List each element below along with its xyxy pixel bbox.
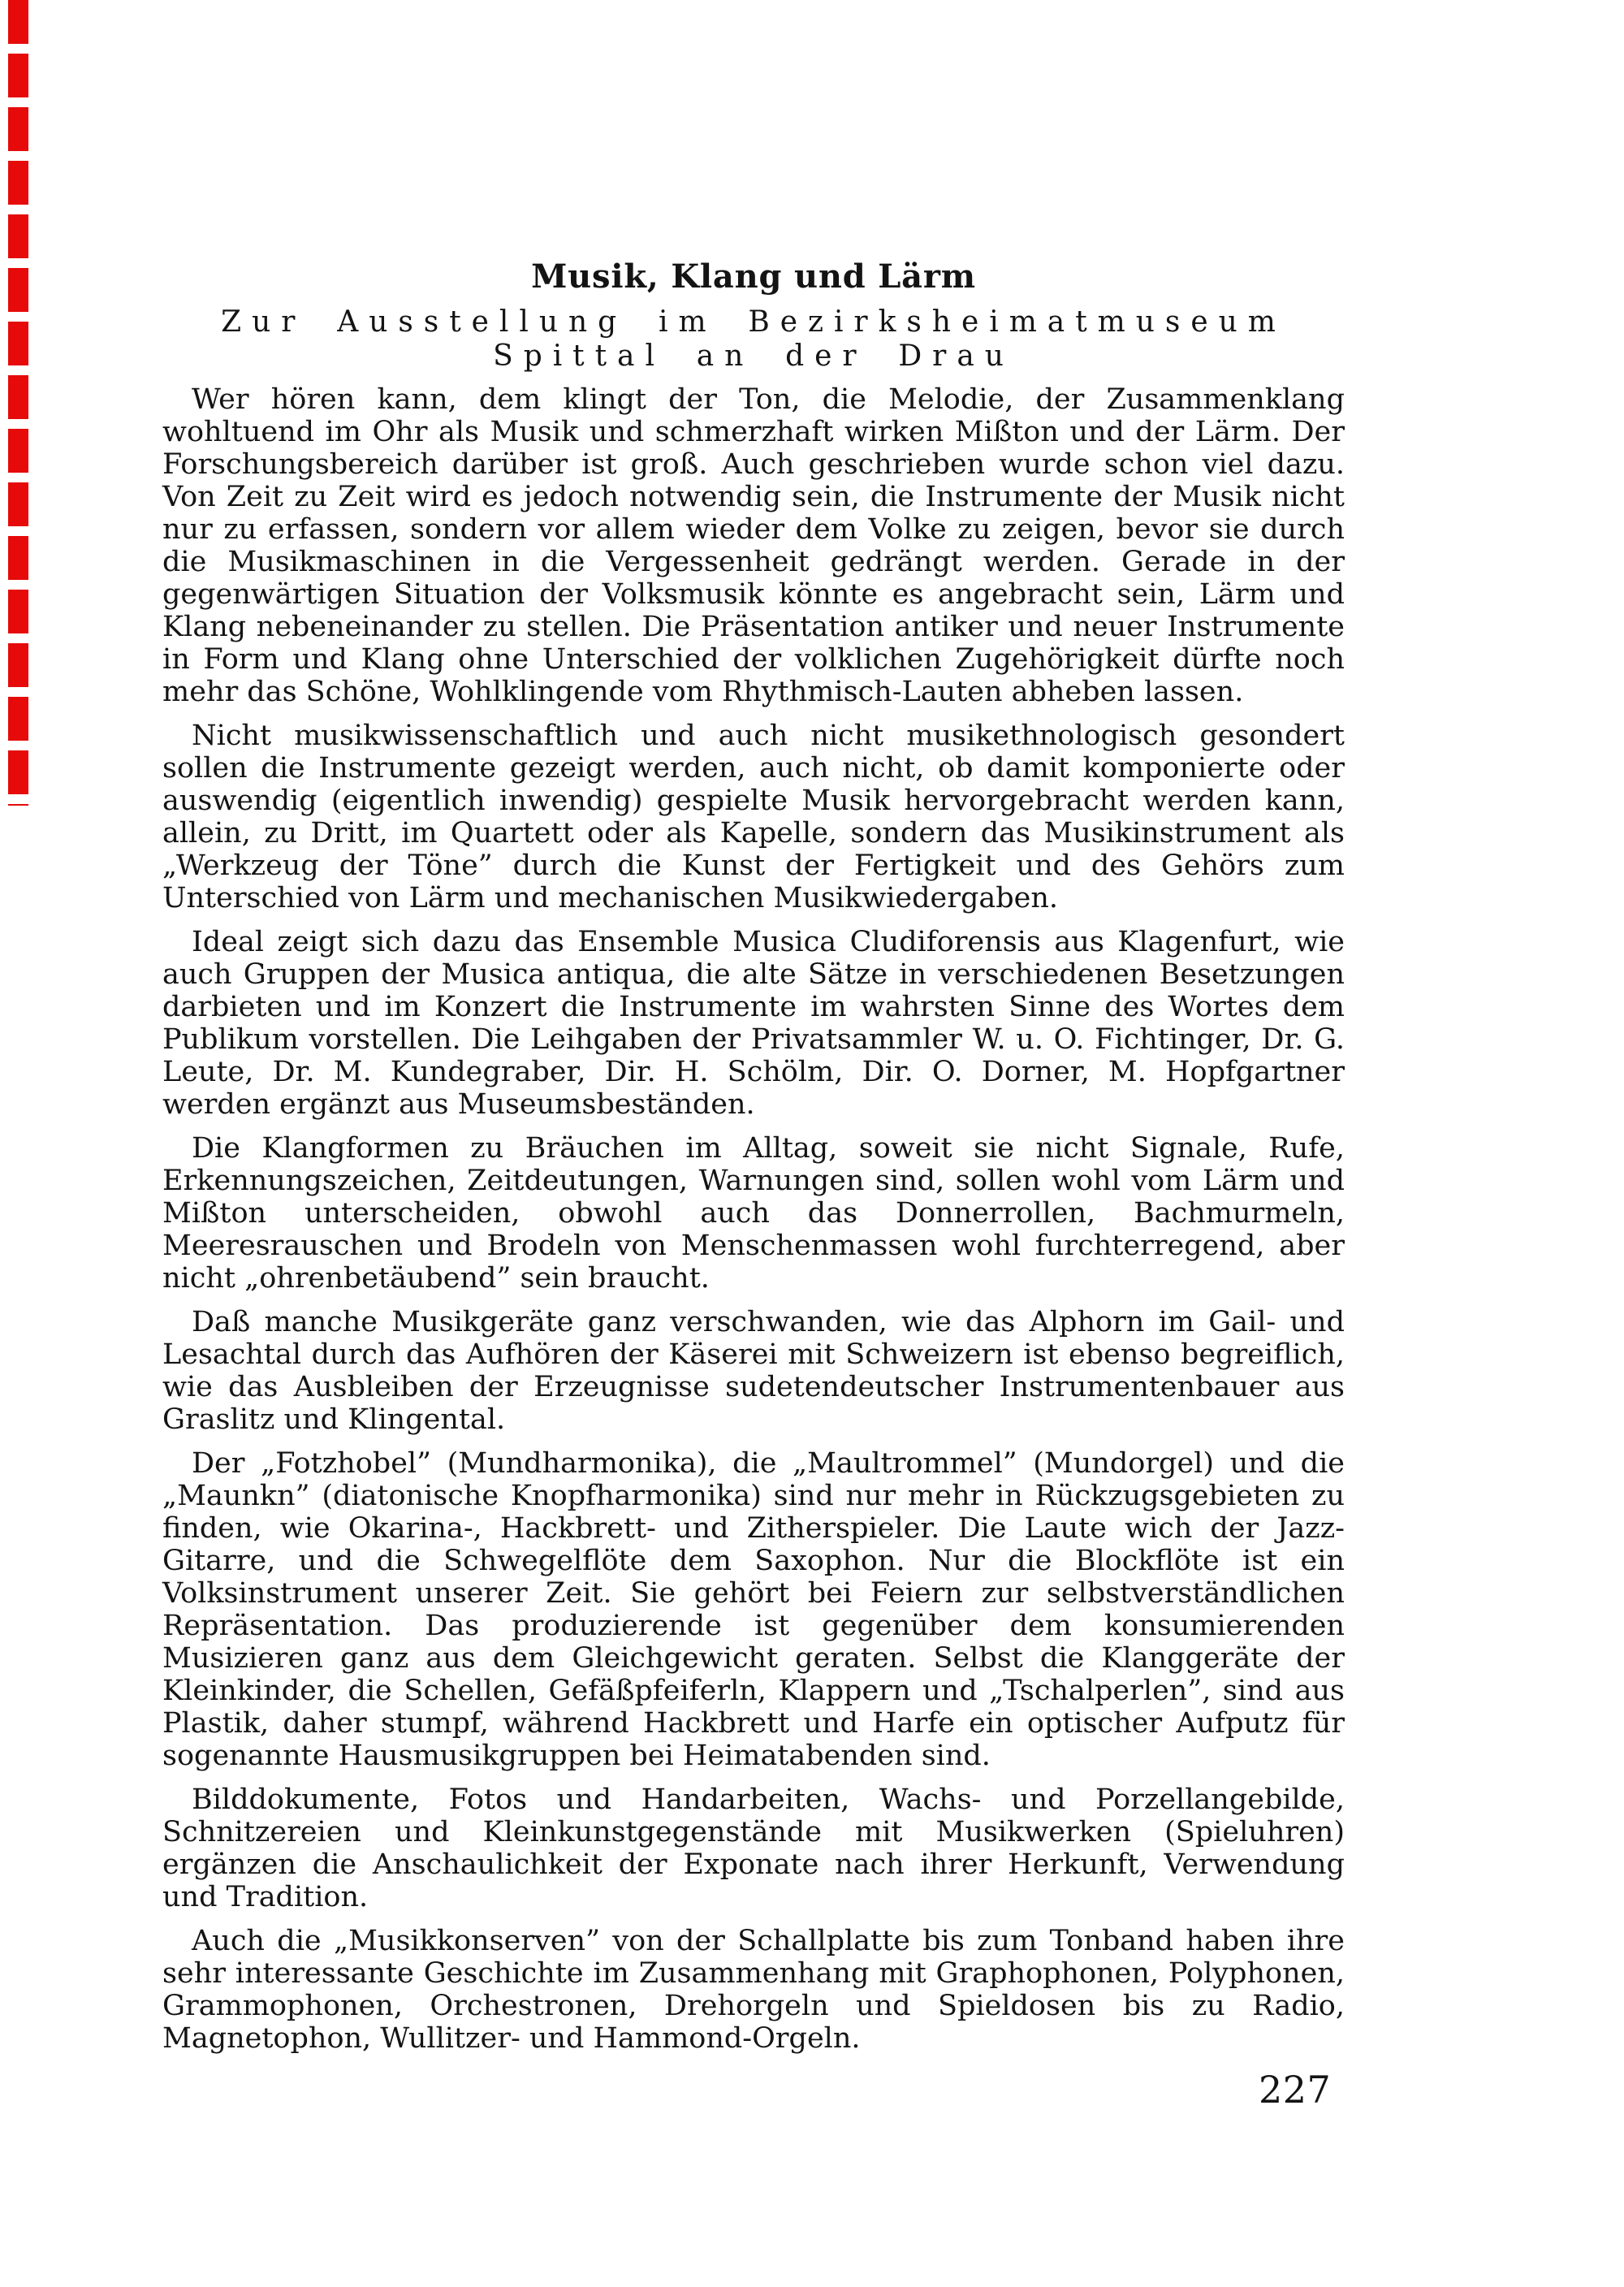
page-number: 227 xyxy=(1259,2068,1332,2112)
red-margin-mark xyxy=(8,0,28,806)
subtitle-line-1: Zur Ausstellung im Bezirksheimatmuseum xyxy=(221,305,1286,339)
paragraph: Die Klangformen zu Bräuchen im Alltag, soweit sie nicht Signale, Rufe, Erkennungszeichen, Zeitdeutungen, Warnungen sind, sollen wohl vom Lärm und Mißton unterscheiden, obwohl auch das Donnerrollen, Bachmurmeln, Meeresrauschen und Brodeln von Menschenmassen wohl furchterregend, aber nicht „ohrenbetäubend” sein braucht. xyxy=(162,1132,1345,1295)
subtitle-line-2: Spittal an der Drau xyxy=(493,339,1014,373)
paragraph: Auch die „Musikkonserven” von der Schallplatte bis zum Tonband haben ihre sehr interessante Geschichte im Zusammenhang mit Graphophonen, Polyphonen, Grammophonen, Orchestronen, Drehorgeln und Spieldosen bis zu Radio, Magnetophon, Wullitzer- und Hammond-Orgeln. xyxy=(162,1925,1345,2055)
paragraph: Der „Fotzhobel” (Mundharmonika), die „Maultrommel” (Mundorgel) und die „Maunkn” (diatonische Knopfharmonika) sind nur mehr in Rückzugsgebieten zu finden, wie Okarina-, Hackbrett- und Zitherspieler. Die Laute wich der Jazz-Gitarre, und die Schwegelflöte dem Saxophon. Nur die Blockflöte ist ein Volksinstrument unserer Zeit. Sie gehört bei Feiern zur selbstverständlichen Repräsentation. Das produzierende ist gegenüber dem konsumierenden Musizieren ganz aus dem Gleichgewicht geraten. Selbst die Klanggeräte der Kleinkinder, die Schellen, Gefäßpfeiferln, Klappern und „Tschalperlen”, sind aus Plastik, daher stumpf, während Hackbrett und Harfe ein optischer Aufputz für sogenannte Hausmusikgruppen bei Heimatabenden sind. xyxy=(162,1447,1345,1772)
article-subtitle xyxy=(162,305,1345,374)
article-body xyxy=(162,383,1345,2055)
paragraph: Daß manche Musikgeräte ganz verschwanden, wie das Alphorn im Gail- und Lesachtal durch das Aufhören der Käserei mit Schweizern ist ebenso begreiflich, wie das Ausbleiben der Erzeugnisse sudetendeutscher Instrumentenbauer aus Graslitz und Klingental. xyxy=(162,1306,1345,1436)
paragraph: Wer hören kann, dem klingt der Ton, die Melodie, der Zusammenklang wohltuend im Ohr als Musik und schmerzhaft wirken Mißton und der Lärm. Der Forschungsbereich darüber ist groß. Auch geschrieben wurde schon viel dazu. Von Zeit zu Zeit wird es jedoch notwendig sein, die Instrumente der Musik nicht nur zu erfassen, sondern vor allem wieder dem Volke zu zeigen, bevor sie durch die Musikmaschinen in die Vergessenheit gedrängt werden. Gerade in der gegenwärtigen Situation der Volksmusik könnte es angebracht sein, Lärm und Klang nebeneinander zu stellen. Die Präsentation antiker und neuer Instrumente in Form und Klang ohne Unterschied der volklichen Zugehörigkeit dürfte noch mehr das Schöne, Wohlklingende vom Rhythmisch-Lauten abheben lassen. xyxy=(162,383,1345,708)
paragraph: Nicht musikwissenschaftlich und auch nicht musikethnologisch gesondert sollen die Instrumente gezeigt werden, auch nicht, ob damit komponierte oder auswendig (eigentlich inwendig) gespielte Musik hervorgebracht werden kann, allein, zu Dritt, im Quartett oder als Kapelle, sondern das Musikinstrument als „Werkzeug der Töne” durch die Kunst der Fertigkeit und des Gehörs zum Unterschied von Lärm und mechanischen Musikwiedergaben. xyxy=(162,720,1345,914)
paragraph: Ideal zeigt sich dazu das Ensemble Musica Cludiforensis aus Klagenfurt, wie auch Gruppen der Musica antiqua, die alte Sätze in verschiedenen Besetzungen darbieten und im Konzert die Instrumente im wahrsten Sinne des Wortes dem Publikum vorstellen. Die Leihgaben der Privatsammler W. u. O. Fichtinger, Dr. G. Leute, Dr. M. Kundegraber, Dir. H. Schölm, Dir. O. Dorner, M. Hopfgartner werden ergänzt aus Museumsbeständen. xyxy=(162,926,1345,1121)
article-title: Musik, Klang und Lärm xyxy=(531,257,976,296)
paragraph: Bilddokumente, Fotos und Handarbeiten, Wachs- und Porzellangebilde, Schnitzereien und Kleinkunstgegenstände mit Musikwerken (Spieluhren) ergänzen die Anschaulichkeit der Exponate nach ihrer Herkunft, Verwendung und Tradition. xyxy=(162,1783,1345,1913)
